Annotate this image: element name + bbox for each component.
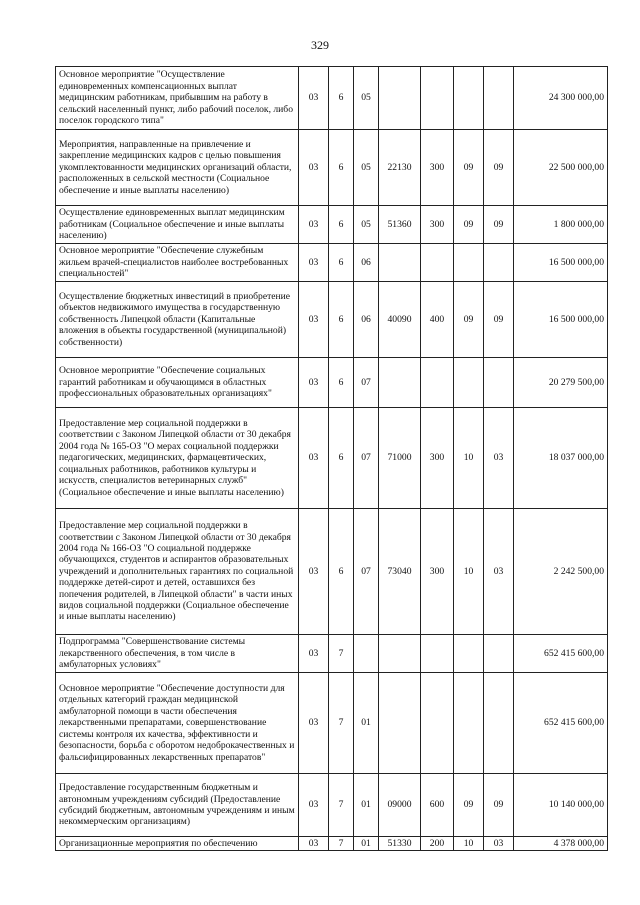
table-row: [56, 408, 608, 509]
expense-type-code: 300: [421, 206, 454, 244]
direction-code: [379, 358, 421, 408]
section-code: 10: [454, 408, 484, 509]
row-description: Основное мероприятие "Обеспечение служебным жильем врачей-специалистов наиболее востребованных специальностей": [56, 244, 299, 282]
program-code: 6: [329, 130, 354, 206]
table-row: [56, 837, 608, 851]
direction-code: 40090: [379, 282, 421, 358]
expense-type-code: 300: [421, 509, 454, 635]
amount: 20 279 500,00: [514, 358, 608, 408]
amount: 652 415 600,00: [514, 635, 608, 673]
table-row: [56, 635, 608, 673]
measure-code: 06: [354, 282, 379, 358]
measure-code: 05: [354, 67, 379, 130]
page-number: 329: [311, 38, 329, 52]
program-code: 6: [329, 408, 354, 509]
program-code: 6: [329, 244, 354, 282]
ministry-code: 03: [299, 635, 329, 673]
table-row: [56, 673, 608, 774]
amount: 16 500 000,00: [514, 244, 608, 282]
expense-type-code: 400: [421, 282, 454, 358]
section-code: [454, 244, 484, 282]
row-description: Предоставление мер социальной поддержки в соответствии с Законом Липецкой области от 30 декабря 2004 года № 166-ОЗ "О социальной поддержке обучающихся, студентов и аспирантов образовательных учреждений и дополнительных гарантиях по социальной поддержке детей-сирот и детей, оставшихся без попечения родителей, в Липецкой области" в части иных видов социальной поддержки (Социальное обеспечение и иные выплаты населению): [56, 509, 299, 635]
subsection-code: [484, 244, 514, 282]
program-code: 6: [329, 509, 354, 635]
section-code: [454, 358, 484, 408]
expense-type-code: 600: [421, 774, 454, 837]
row-description: Осуществление единовременных выплат медицинским работникам (Социальное обеспечение и иные выплаты населению): [56, 206, 299, 244]
program-code: 6: [329, 358, 354, 408]
program-code: 6: [329, 67, 354, 130]
expense-type-code: [421, 67, 454, 130]
ministry-code: 03: [299, 509, 329, 635]
budget-table-body: [56, 67, 608, 851]
section-code: 09: [454, 774, 484, 837]
ministry-code: 03: [299, 282, 329, 358]
program-code: 6: [329, 206, 354, 244]
amount: 16 500 000,00: [514, 282, 608, 358]
expense-type-code: [421, 635, 454, 673]
section-code: 10: [454, 837, 484, 851]
direction-code: [379, 67, 421, 130]
measure-code: 07: [354, 509, 379, 635]
direction-code: [379, 244, 421, 282]
ministry-code: 03: [299, 130, 329, 206]
expense-type-code: [421, 244, 454, 282]
row-description: Подпрограмма "Совершенствование системы лекарственного обеспечения, в том числе в амбулаторных условиях": [56, 635, 299, 673]
program-code: 6: [329, 282, 354, 358]
measure-code: 05: [354, 130, 379, 206]
ministry-code: 03: [299, 837, 329, 851]
direction-code: 51330: [379, 837, 421, 851]
measure-code: [354, 635, 379, 673]
subsection-code: [484, 358, 514, 408]
subsection-code: 03: [484, 837, 514, 851]
table-row: [56, 358, 608, 408]
expense-type-code: [421, 673, 454, 774]
section-code: [454, 67, 484, 130]
direction-code: 51360: [379, 206, 421, 244]
subsection-code: 09: [484, 206, 514, 244]
table-row: [56, 244, 608, 282]
subsection-code: 03: [484, 509, 514, 635]
amount: 18 037 000,00: [514, 408, 608, 509]
ministry-code: 03: [299, 244, 329, 282]
row-description: Организационные мероприятия по обеспечению: [56, 837, 299, 851]
measure-code: 01: [354, 673, 379, 774]
ministry-code: 03: [299, 67, 329, 130]
table-row: [56, 282, 608, 358]
amount: 1 800 000,00: [514, 206, 608, 244]
program-code: 7: [329, 635, 354, 673]
measure-code: 06: [354, 244, 379, 282]
expense-type-code: 200: [421, 837, 454, 851]
program-code: 7: [329, 837, 354, 851]
program-code: 7: [329, 774, 354, 837]
ministry-code: 03: [299, 408, 329, 509]
row-description: Предоставление мер социальной поддержки в соответствии с Законом Липецкой области от 30 декабря 2004 года № 165-ОЗ "О мерах социальной поддержки педагогических, медицинских, фармацевтических, социальных работников, работников культуры и искусств, специалистов ветеринарных служб" (Социальное обеспечение и иные выплаты населению): [56, 408, 299, 509]
ministry-code: 03: [299, 774, 329, 837]
table-row: [56, 67, 608, 130]
row-description: Предоставление государственным бюджетным и автономным учреждениям субсидий (Предоставление субсидий бюджетным, автономным учреждениям и иным некоммерческим организациям): [56, 774, 299, 837]
table-row: [56, 206, 608, 244]
expense-type-code: 300: [421, 408, 454, 509]
subsection-code: [484, 635, 514, 673]
section-code: 09: [454, 206, 484, 244]
expense-type-code: [421, 358, 454, 408]
direction-code: [379, 673, 421, 774]
amount: 652 415 600,00: [514, 673, 608, 774]
table-row: [56, 509, 608, 635]
ministry-code: 03: [299, 206, 329, 244]
direction-code: 71000: [379, 408, 421, 509]
measure-code: 01: [354, 837, 379, 851]
subsection-code: [484, 67, 514, 130]
direction-code: 22130: [379, 130, 421, 206]
subsection-code: 09: [484, 130, 514, 206]
section-code: [454, 635, 484, 673]
measure-code: 05: [354, 206, 379, 244]
section-code: 09: [454, 130, 484, 206]
subsection-code: 09: [484, 282, 514, 358]
amount: 10 140 000,00: [514, 774, 608, 837]
ministry-code: 03: [299, 673, 329, 774]
measure-code: 07: [354, 408, 379, 509]
table-row: [56, 774, 608, 837]
table-row: [56, 130, 608, 206]
amount: 22 500 000,00: [514, 130, 608, 206]
row-description: Мероприятия, направленные на привлечение и закрепление медицинских кадров с целью повышения укомплектованности медицинских организаций области, расположенных в сельской местности (Социальное обеспечение и иные выплаты населению): [56, 130, 299, 206]
budget-table: [55, 66, 608, 851]
direction-code: [379, 635, 421, 673]
expense-type-code: 300: [421, 130, 454, 206]
row-description: Осуществление бюджетных инвестиций в приобретение объектов недвижимого имущества в государственную собственность Липецкой области (Капитальные вложения в объекты государственной (муниципальной) собственности): [56, 282, 299, 358]
direction-code: 09000: [379, 774, 421, 837]
row-description: Основное мероприятие "Обеспечение доступности для отдельных категорий граждан медицинской амбулаторной помощи в части обеспечения лекарственными препаратами, совершенствование системы контроля их качества, эффективности и безопасности, борьба с оборотом недоброкачественных и фальсифицированных лекарственных препаратов": [56, 673, 299, 774]
subsection-code: 03: [484, 408, 514, 509]
amount: 4 378 000,00: [514, 837, 608, 851]
measure-code: 07: [354, 358, 379, 408]
section-code: [454, 673, 484, 774]
direction-code: 73040: [379, 509, 421, 635]
row-description: Основное мероприятие "Осуществление единовременных компенсационных выплат медицинским работникам, прибывшим на работу в сельский населенный пункт, либо рабочий поселок, либо поселок городского типа": [56, 67, 299, 130]
subsection-code: 09: [484, 774, 514, 837]
amount: 2 242 500,00: [514, 509, 608, 635]
row-description: Основное мероприятие "Обеспечение социальных гарантий работникам и обучающимся в областных профессиональных образовательных организациях": [56, 358, 299, 408]
subsection-code: [484, 673, 514, 774]
ministry-code: 03: [299, 358, 329, 408]
measure-code: 01: [354, 774, 379, 837]
section-code: 09: [454, 282, 484, 358]
amount: 24 300 000,00: [514, 67, 608, 130]
program-code: 7: [329, 673, 354, 774]
section-code: 10: [454, 509, 484, 635]
